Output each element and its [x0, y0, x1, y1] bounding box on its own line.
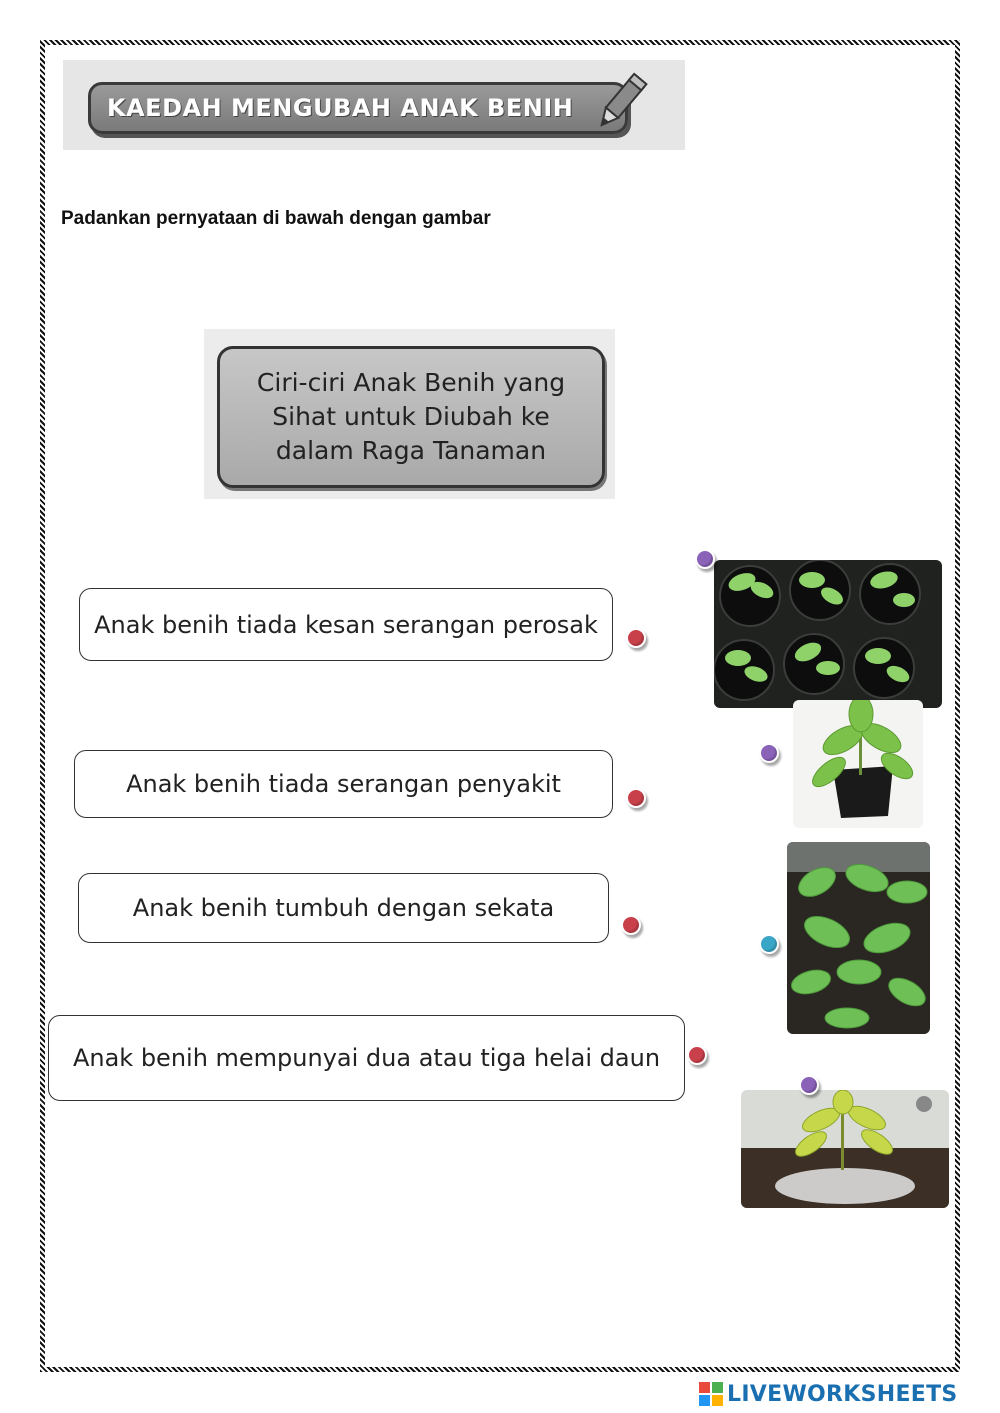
match-dot-statement-3[interactable]	[621, 915, 641, 935]
match-dot-statement-2[interactable]	[626, 788, 646, 808]
title-card-text	[231, 366, 591, 468]
banner-pill	[88, 82, 628, 134]
liveworksheets-logo	[699, 1381, 958, 1407]
potted-seedling-image	[793, 700, 923, 828]
yellowing-seedling-image	[741, 1090, 949, 1208]
statement-card-1: Anak benih tiada kesan serangan perosak	[79, 588, 613, 661]
title-line-2: Sihat untuk Diubah ke	[272, 402, 550, 431]
title-line-3: dalam Raga Tanaman	[275, 436, 547, 465]
match-dot-photo-4[interactable]	[799, 1075, 819, 1095]
instruction-text: Padankan pernyataan di bawah dengan gambar	[61, 208, 491, 229]
title-line-1: Ciri-ciri Anak Benih yang	[256, 368, 566, 397]
match-dot-statement-1[interactable]	[626, 628, 646, 648]
liveworksheets-logo-icon	[699, 1382, 723, 1406]
photo-seedling-tray	[714, 560, 942, 708]
seedling-tray-image	[714, 560, 942, 708]
match-dot-photo-2[interactable]	[759, 743, 779, 763]
header-banner	[63, 60, 685, 150]
banner-title: KAEDAH MENGUBAH ANAK BENIH	[107, 94, 574, 122]
photo-potted-seedling	[793, 700, 923, 828]
match-dot-statement-4[interactable]	[687, 1045, 707, 1065]
match-dot-photo-3[interactable]	[759, 934, 779, 954]
statement-card-4: Anak benih mempunyai dua atau tiga helai daun	[48, 1015, 685, 1101]
liveworksheets-brand-text: LIVEWORKSHEETS	[727, 1381, 958, 1407]
statement-card-2: Anak benih tiada serangan penyakit	[74, 750, 613, 818]
photo-yellowing-seedling	[741, 1090, 949, 1208]
title-card-background	[204, 329, 615, 499]
match-dot-photo-1[interactable]	[695, 549, 715, 569]
statement-card-3: Anak benih tumbuh dengan sekata	[78, 873, 609, 943]
leafy-seedlings-image	[787, 842, 930, 1034]
title-card	[217, 346, 605, 488]
photo-leafy-seedlings	[787, 842, 930, 1034]
